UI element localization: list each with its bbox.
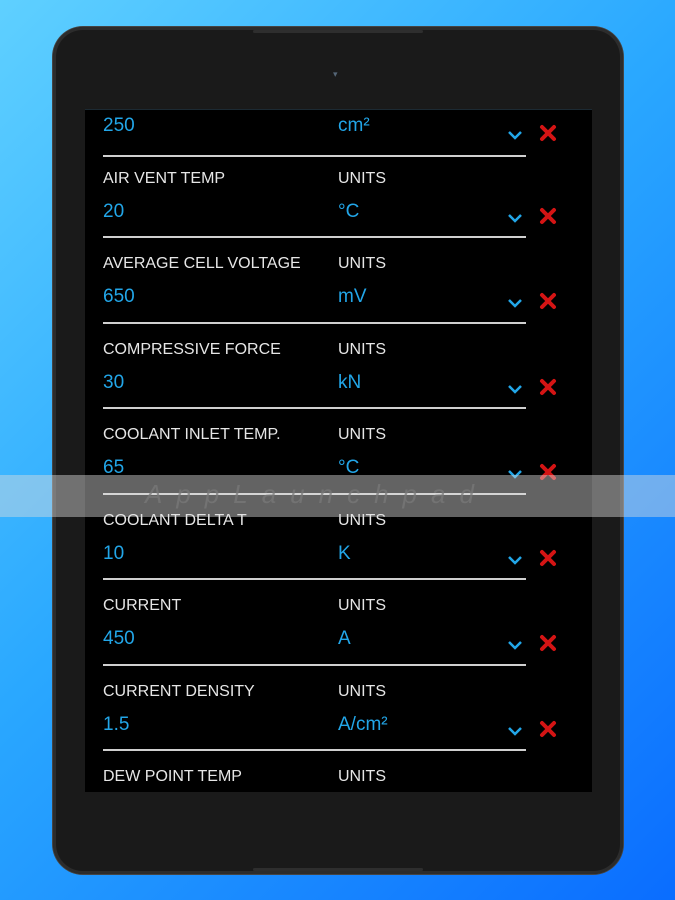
delete-icon[interactable]: [539, 378, 557, 396]
row-divider: [103, 578, 526, 580]
chevron-down-icon[interactable]: [507, 127, 523, 143]
units-label: UNITS: [338, 426, 386, 443]
chevron-down-icon[interactable]: [507, 552, 523, 568]
parameter-unit[interactable]: kN: [338, 372, 362, 393]
parameter-value[interactable]: 65: [103, 457, 125, 478]
units-label: UNITS: [338, 255, 386, 272]
watermark-text: AppLaunchpad: [145, 479, 488, 509]
chevron-down-icon[interactable]: [507, 210, 523, 226]
parameter-name: COOLANT DELTA T: [103, 512, 247, 529]
parameter-unit[interactable]: K: [338, 543, 351, 564]
row-divider: [103, 236, 526, 238]
parameter-value[interactable]: 1.5: [103, 714, 130, 735]
parameter-value[interactable]: 250: [103, 115, 135, 136]
parameter-value[interactable]: 10: [103, 543, 125, 564]
parameter-value[interactable]: 30: [103, 372, 125, 393]
parameter-value[interactable]: 650: [103, 286, 135, 307]
parameter-list[interactable]: [85, 109, 592, 792]
units-label: UNITS: [338, 597, 386, 614]
chevron-down-icon[interactable]: [507, 295, 523, 311]
tablet-top-edge: [253, 30, 423, 33]
chevron-down-icon[interactable]: [507, 381, 523, 397]
watermark-banner: [0, 475, 675, 517]
parameter-name: CURRENT: [103, 597, 182, 614]
row-divider: [103, 322, 526, 324]
delete-icon[interactable]: [539, 124, 557, 142]
parameter-name: COMPRESSIVE FORCE: [103, 341, 281, 358]
parameter-unit[interactable]: °C: [338, 201, 360, 222]
units-label: UNITS: [338, 341, 386, 358]
row-divider: [103, 407, 526, 409]
tablet-bottom-edge: [253, 868, 423, 871]
row-divider: [103, 155, 526, 157]
units-label: UNITS: [338, 512, 386, 529]
chevron-down-icon[interactable]: [507, 637, 523, 653]
parameter-unit[interactable]: A: [338, 628, 351, 649]
parameter-name: COOLANT INLET TEMP.: [103, 426, 281, 443]
parameter-unit[interactable]: cm²: [338, 115, 370, 136]
parameter-unit[interactable]: °C: [338, 457, 360, 478]
units-label: UNITS: [338, 768, 386, 785]
parameter-name: AVERAGE CELL VOLTAGE: [103, 255, 301, 272]
parameter-value[interactable]: 450: [103, 628, 135, 649]
camera-icon: ▾: [333, 69, 338, 79]
delete-icon[interactable]: [539, 292, 557, 310]
delete-icon[interactable]: [539, 549, 557, 567]
delete-icon[interactable]: [539, 207, 557, 225]
units-label: UNITS: [338, 683, 386, 700]
row-divider: [103, 664, 526, 666]
parameter-value[interactable]: 20: [103, 201, 125, 222]
delete-icon[interactable]: [539, 634, 557, 652]
parameter-name: DEW POINT TEMP: [103, 768, 242, 785]
parameter-unit[interactable]: mV: [338, 286, 367, 307]
parameter-unit[interactable]: A/cm²: [338, 714, 388, 735]
delete-icon[interactable]: [539, 720, 557, 738]
chevron-down-icon[interactable]: [507, 723, 523, 739]
units-label: UNITS: [338, 170, 386, 187]
parameter-name: AIR VENT TEMP: [103, 170, 226, 187]
row-divider: [103, 749, 526, 751]
parameter-name: CURRENT DENSITY: [103, 683, 255, 700]
